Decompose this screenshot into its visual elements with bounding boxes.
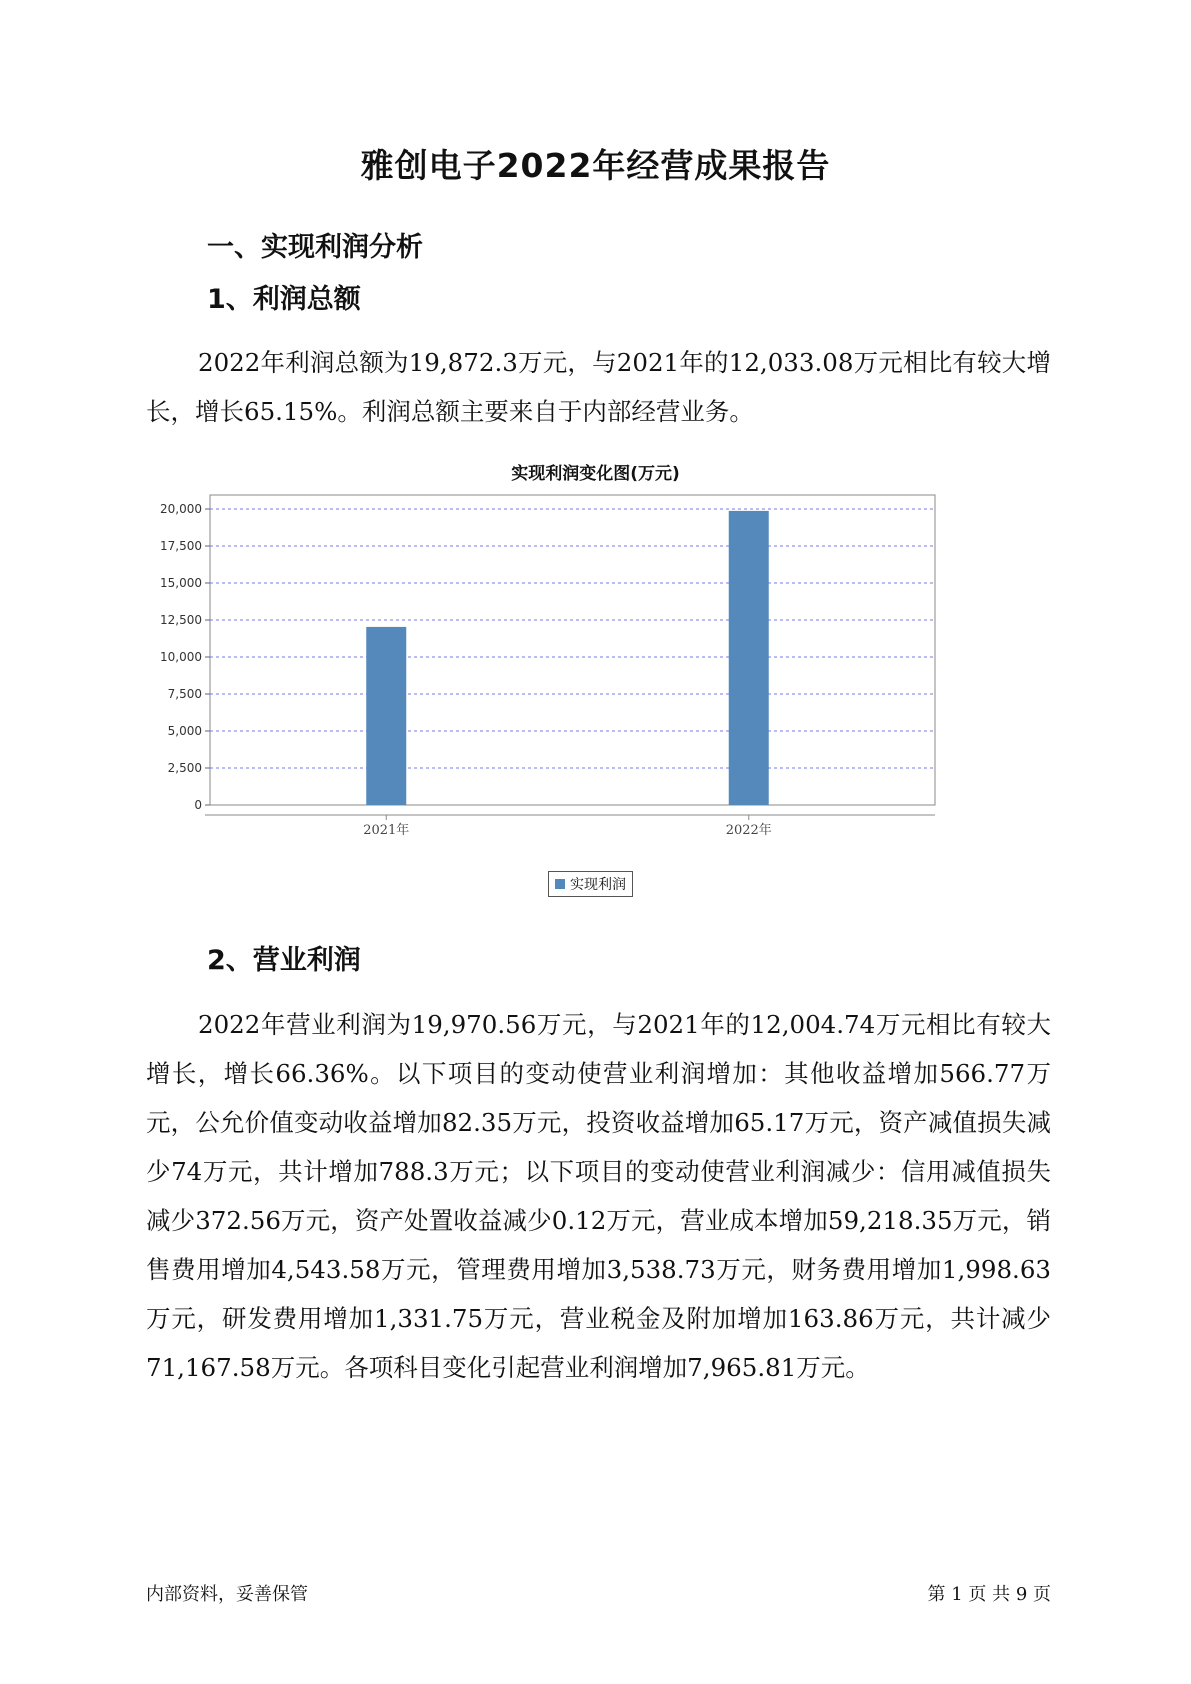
page-title: 雅创电子2022年经营成果报告 — [360, 146, 831, 185]
bar-2021年 — [366, 627, 406, 805]
x-tick-label: 2021年 — [363, 823, 410, 838]
subsection-heading-operating-profit: 2、营业利润 — [207, 945, 361, 976]
y-tick-label: 15,000 — [160, 576, 202, 590]
footer-page-number: 第 1 页 共 9 页 — [927, 1584, 1051, 1605]
y-tick-label: 12,500 — [160, 613, 202, 627]
y-tick-label: 0 — [194, 798, 202, 812]
y-tick-label: 2,500 — [167, 761, 202, 775]
section-heading: 一、实现利润分析 — [207, 232, 423, 263]
bar-2022年 — [729, 511, 769, 805]
plot-area — [210, 495, 935, 805]
y-tick-label: 20,000 — [160, 502, 202, 516]
chart-title: 实现利润变化图(万元) — [511, 464, 680, 484]
profit-bar-chart — [150, 490, 950, 838]
y-tick-label: 10,000 — [160, 650, 202, 664]
y-tick-label: 5,000 — [167, 724, 202, 738]
paragraph-total-profit: 2022年利润总额为19,872.3万元，与2021年的12,033.08万元相比有较大增长，增长65.15%。利润总额主要来自于内部经营业务。 — [146, 348, 1051, 426]
y-tick-label: 7,500 — [167, 687, 202, 701]
subsection-heading-total-profit: 1、利润总额 — [207, 284, 361, 315]
x-tick-label: 2022年 — [725, 823, 772, 838]
legend-swatch — [555, 879, 565, 889]
paragraph-operating-profit: 2022年营业利润为19,970.56万元，与2021年的12,004.74万元相比有较大增长，增长66.36%。以下项目的变动使营业利润增加：其他收益增加566.77万元，公允价值变动收益增加82.35万元，投资收益增加65.17万元，资产减值损失减少74万元，共计增加788.3万元；以下项目的变动使营业利润减少：信用减值损失减少372.56万元，资产处置收益减少0.12万元，营业成本增加59,218.35万元，销售费用增加4,543.58万元，管理费用增加3,538.73万元，财务费用增加1,998.63万元，研发费用增加1,331.75万元，营业税金及附加增加163.86万元，共计减少71,167.58万元。各项科目变化引起营业利润增加7,965.81万元。 — [146, 1010, 1051, 1382]
y-tick-label: 17,500 — [160, 539, 202, 553]
legend-label: 实现利润 — [570, 877, 626, 893]
chart-legend — [548, 871, 633, 897]
footer-confidential-note: 内部资料，妥善保管 — [146, 1584, 308, 1605]
